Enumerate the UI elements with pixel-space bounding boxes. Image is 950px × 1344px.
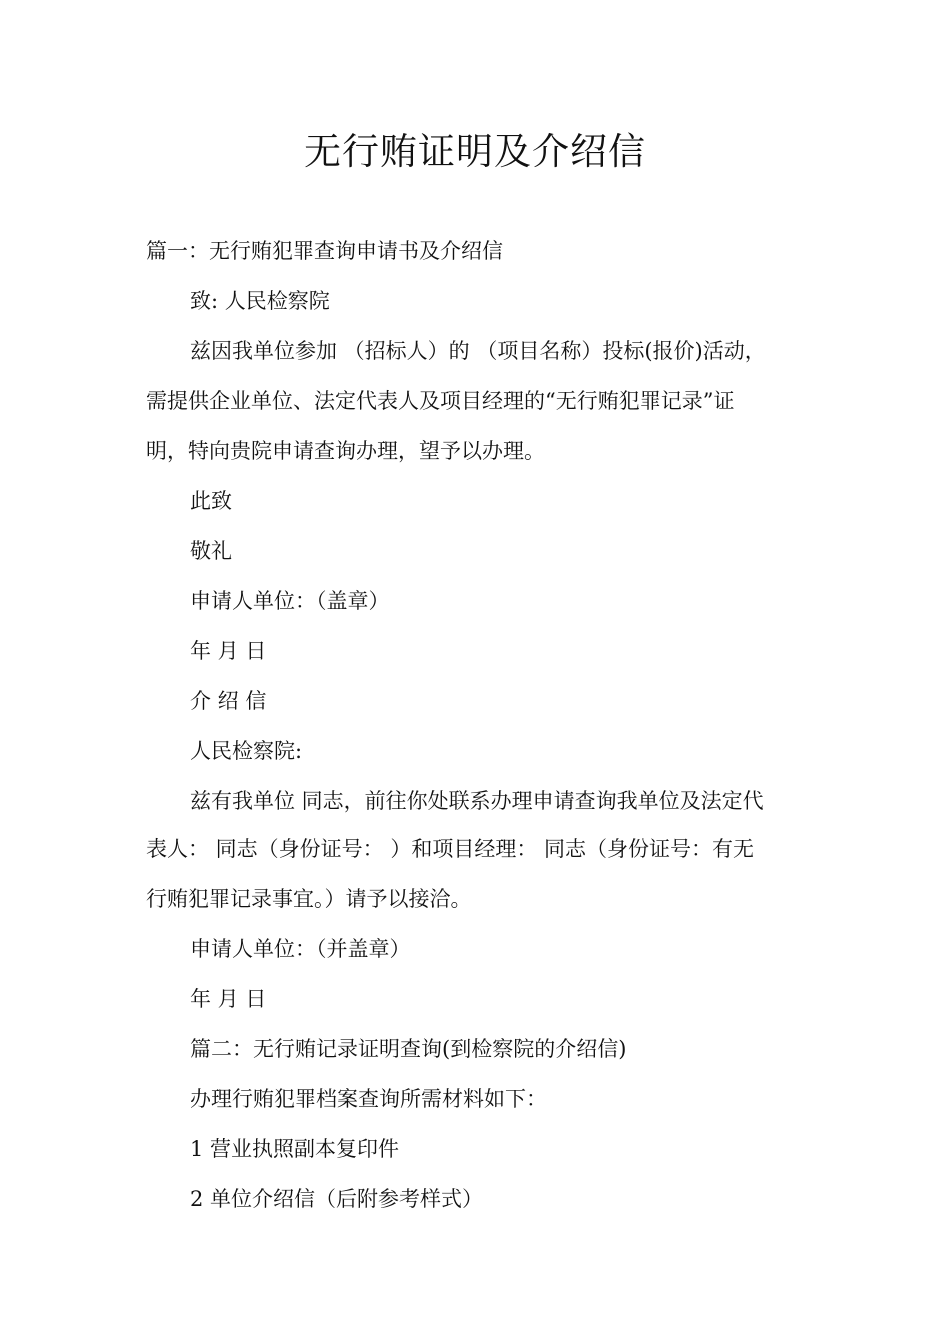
body-line: 行贿犯罪记录事宜。）请予以接洽。 bbox=[146, 887, 472, 911]
closing-line: 敬礼 bbox=[190, 539, 232, 563]
addressee-line: 人民检察院: bbox=[190, 739, 303, 763]
body-line: 兹因我单位参加 （招标人）的 （项目名称）投标(报价)活动， bbox=[190, 339, 766, 363]
body-line: 兹有我单位 同志，前往你处联系办理申请查询我单位及法定代 bbox=[190, 789, 764, 813]
letter-heading: 介 绍 信 bbox=[190, 689, 267, 713]
body-line: 需提供企业单位、法定代表人及项目经理的“无行贿犯罪记录”证 bbox=[146, 389, 735, 413]
list-item: 1 营业执照副本复印件 bbox=[190, 1137, 400, 1161]
applicant-line: 申请人单位：（并盖章） bbox=[190, 937, 411, 961]
body-line: 明，特向贵院申请查询办理，望予以办理。 bbox=[146, 439, 545, 463]
body-line: 办理行贿犯罪档案查询所需材料如下： bbox=[190, 1087, 547, 1111]
closing-line: 此致 bbox=[190, 489, 232, 513]
section-heading-1: 篇一：无行贿犯罪查询申请书及介绍信 bbox=[146, 239, 503, 263]
date-line: 年 月 日 bbox=[190, 987, 267, 1011]
section-heading-2: 篇二：无行贿记录证明查询(到检察院的介绍信) bbox=[190, 1037, 627, 1061]
document-title: 无行贿证明及介绍信 bbox=[304, 130, 646, 173]
addressee-line: 致: 人民检察院 bbox=[190, 289, 330, 313]
list-item: 2 单位介绍信（后附参考样式） bbox=[190, 1187, 484, 1211]
body-line: 表人： 同志（身份证号： ）和项目经理： 同志（身份证号：有无 bbox=[146, 837, 755, 861]
applicant-line: 申请人单位：（盖章） bbox=[190, 589, 390, 613]
date-line: 年 月 日 bbox=[190, 639, 267, 663]
